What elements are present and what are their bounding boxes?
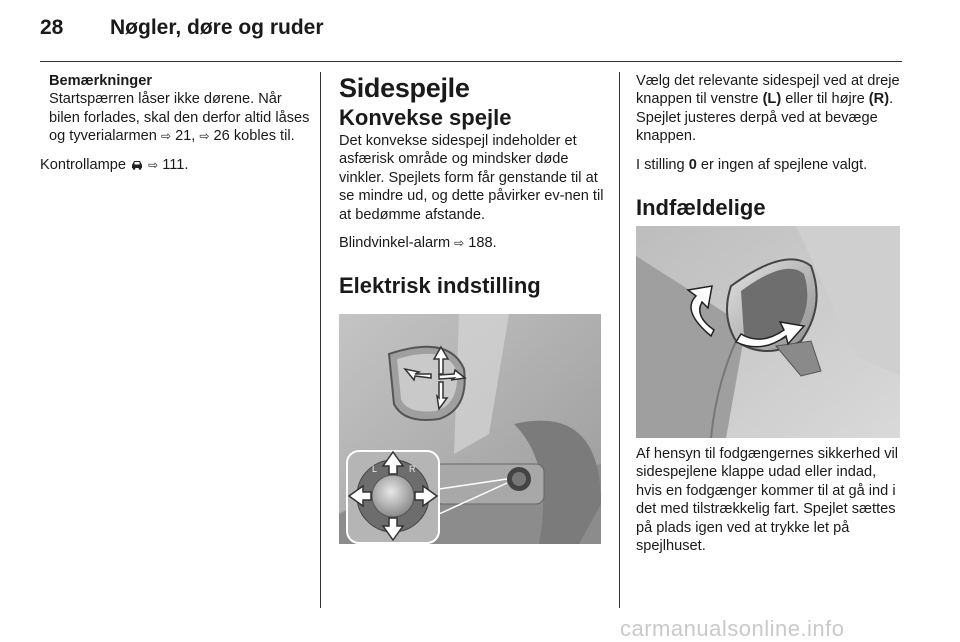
- note-ref-1[interactable]: 21,: [175, 128, 200, 145]
- label-L: L: [372, 464, 378, 474]
- section-heading: Sidespejle: [339, 73, 470, 103]
- page-header: [40, 16, 324, 40]
- label-R: R: [409, 464, 416, 474]
- column-1: [40, 72, 310, 174]
- subheading-convex: Konvekse spejle: [339, 105, 512, 130]
- blind-line: [339, 234, 604, 252]
- blind-label: Blindvinkel-alarm: [339, 235, 455, 252]
- alarm-car-icon: [130, 157, 144, 173]
- p2-text-b: er ingen af spejlene valgt.: [696, 156, 868, 173]
- ref-arrow-icon: ⇨: [199, 129, 210, 144]
- header-rule: [40, 61, 902, 62]
- p2-zero: 0: [688, 156, 697, 173]
- page-number: 28: [40, 16, 64, 39]
- note-text-2: kobles til.: [229, 128, 295, 145]
- ref-arrow-icon: ⇨: [454, 236, 465, 251]
- column-2: [339, 72, 604, 322]
- subheading-folding: Indfældelige: [636, 195, 766, 221]
- page-title: Nøgler, døre og ruder: [110, 16, 324, 39]
- mirror-adjust-illustration: [339, 314, 601, 544]
- watermark: carmanualsonline.info: [620, 616, 845, 641]
- p2-text-a: I stilling: [636, 156, 689, 173]
- p1-left-key: (L): [762, 91, 782, 108]
- select-mirror-paragraph: [636, 72, 902, 146]
- position-zero-paragraph: [636, 156, 902, 174]
- folding-mirror-illustration: [636, 226, 900, 438]
- convex-paragraph: Det konvekse sidespejl indeholder et asfærisk område og mindsker døde vinkler. Spejlets form får genstande til at se mindre ud, og dette påvirker ev-nen til at bedømme afstande.: [339, 133, 604, 223]
- column-divider-1: [320, 72, 321, 608]
- kontrol-line: [40, 156, 310, 174]
- column-divider-2: [619, 72, 620, 608]
- p1-right-key: (R): [868, 91, 890, 108]
- p1-text-a: Vælg det relevante sidespejl ved at dreje knappen til venstre: [636, 73, 900, 108]
- note-text-1: Startspærren låser ikke dørene. Når bilen forlades, skal den derfor altid låses og tyverialarmen: [49, 91, 310, 145]
- column-3: [636, 72, 902, 555]
- note-ref-2[interactable]: 26: [213, 128, 230, 145]
- kontrol-ref[interactable]: 111.: [162, 156, 189, 173]
- p1-text-c: . Spejlet justeres derpå ved at bevæge knappen.: [636, 91, 894, 145]
- note-box: [40, 72, 310, 146]
- note-text: [49, 90, 310, 145]
- note-title: Bemærkninger: [49, 73, 152, 89]
- blind-ref[interactable]: 188.: [468, 235, 497, 252]
- ref-arrow-icon: ⇨: [160, 129, 171, 144]
- folding-paragraph: Af hensyn til fodgængernes sikkerhed vil sidespejlene klappe udad eller indad, hvis en fodgænger kommer til at gå ind i det med tilstrækkelig fart. Spejlet sættes på plads igen ved at trykke let på spejlhuset.: [636, 446, 899, 555]
- p1-text-b: eller til højre: [781, 91, 869, 108]
- kontrol-label: Kontrollampe: [40, 156, 131, 173]
- ref-arrow-icon: ⇨: [148, 157, 159, 172]
- subheading-electric: Elektrisk indstilling: [339, 273, 541, 299]
